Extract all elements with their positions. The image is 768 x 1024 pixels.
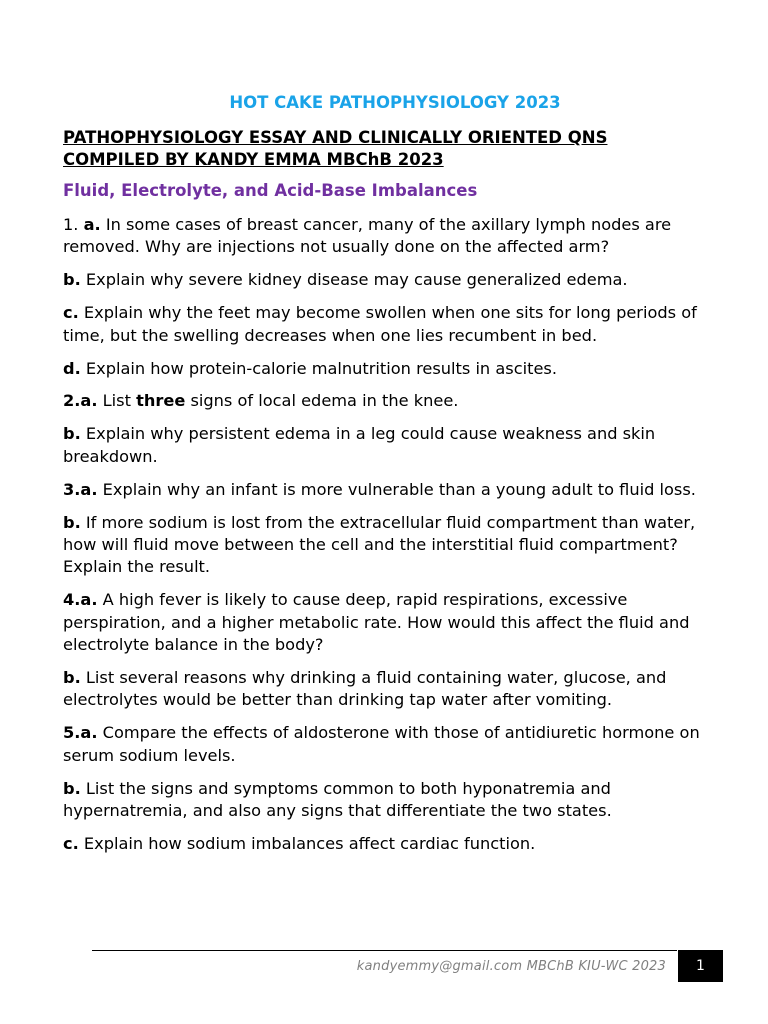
- question-label: b.: [63, 270, 81, 290]
- question-label: a.: [83, 215, 101, 234]
- question-text: List the signs and symptoms common to both hyponatremia and hypernatremia, and also any signs that differentiate the two states.: [63, 778, 612, 821]
- question-text: If more sodium is lost from the extracellular fluid compartment than water, how will fluid move between the cell and the interstitial fluid compartment? Explain the result.: [63, 512, 696, 577]
- question-item: [63, 589, 713, 656]
- question-item: [63, 833, 713, 855]
- question-item: [63, 269, 713, 291]
- question-text: Explain why an infant is more vulnerable than a young adult to fluid loss.: [97, 479, 696, 499]
- question-label: b.: [63, 424, 81, 444]
- question-label: b.: [63, 668, 81, 687]
- page-number-badge: [678, 950, 723, 982]
- question-text: Explain why the feet may become swollen when one sits for long periods of time, but the swelling decreases when one lies recumbent in bed.: [63, 303, 697, 345]
- question-item: [63, 302, 713, 347]
- question-prefix: 1.: [63, 215, 84, 234]
- question-text: A high fever is likely to cause deep, rapid respirations, excessive perspiration, and a higher metabolic rate. How would this affect the fluid and electrolyte balance in the body?: [63, 590, 690, 655]
- document-title: HOT CAKE PATHOPHYSIOLOGY 2023: [229, 93, 561, 112]
- question-label: b.: [63, 512, 81, 532]
- question-text: Explain how protein-calorie malnutrition results in ascites.: [80, 358, 557, 378]
- question-label: 3.a.: [63, 479, 98, 499]
- page-number: 1: [696, 958, 705, 974]
- question-label: 2.a.: [63, 391, 98, 411]
- footer-text: kandyemmy@gmail.com MBChB KIU-WC 2023: [356, 959, 666, 974]
- question-text: List several reasons why drinking a fluid containing water, glucose, and electrolytes would be better than drinking tap water after vomiting.: [63, 668, 667, 710]
- question-text-pre: List: [97, 391, 137, 411]
- question-item: [63, 722, 713, 767]
- question-item: [63, 423, 713, 468]
- question-item: [63, 667, 713, 712]
- question-text: signs of local edema in the knee.: [185, 391, 459, 411]
- question-label: 5.a.: [63, 723, 98, 743]
- question-item: [63, 512, 713, 579]
- question-label: 4.a.: [63, 590, 98, 610]
- question-label: b.: [63, 778, 81, 798]
- question-text: Compare the effects of aldosterone with those of antidiuretic hormone on serum sodium levels.: [63, 723, 700, 765]
- document-subtitle: [63, 127, 703, 171]
- question-item: [63, 358, 713, 380]
- question-text: Explain why persistent edema in a leg could cause weakness and skin breakdown.: [63, 424, 656, 466]
- question-emphasis: three: [136, 391, 186, 411]
- footer-rule: [92, 950, 677, 951]
- question-label: c.: [63, 833, 79, 853]
- question-text: In some cases of breast cancer, many of the axillary lymph nodes are removed. Why are injections not usually done on the affected arm?: [63, 215, 672, 257]
- question-list: [63, 214, 713, 866]
- question-item: [63, 778, 713, 823]
- section-heading: Fluid, Electrolyte, and Acid-Base Imbalances: [63, 181, 478, 200]
- subtitle-line-2: COMPILED BY KANDY EMMA MBChB 2023: [63, 150, 444, 169]
- question-item: [63, 479, 713, 501]
- question-text: Explain why severe kidney disease may cause generalized edema.: [80, 270, 628, 290]
- question-label: d.: [63, 358, 81, 378]
- question-text: Explain how sodium imbalances affect cardiac function.: [78, 833, 536, 853]
- subtitle-line-1: PATHOPHYSIOLOGY ESSAY AND CLINICALLY ORIENTED QNS: [63, 128, 608, 147]
- question-label: c.: [63, 303, 79, 323]
- question-item: [63, 390, 713, 412]
- question-item: [63, 214, 713, 259]
